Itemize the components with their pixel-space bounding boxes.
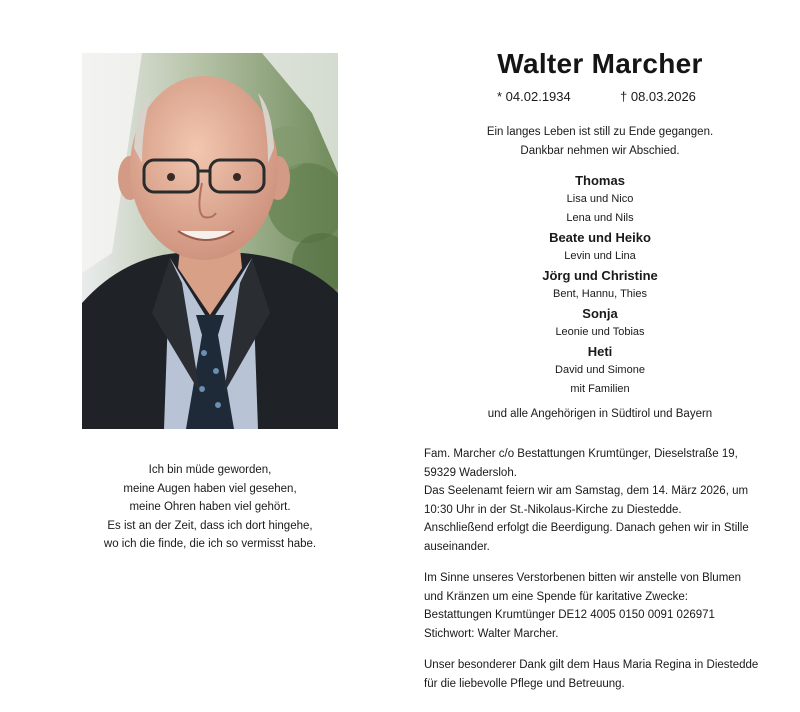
family-member-line: Lisa und Nico — [566, 193, 634, 205]
paragraph-line: 59329 Wadersloh. — [424, 466, 517, 479]
paragraph-line: für die liebevolle Pflege und Betreuung. — [424, 677, 625, 690]
poem — [82, 461, 338, 554]
family-name: Sonja — [582, 306, 618, 321]
paragraph-line: Im Sinne unseres Verstorbenen bitten wir anstelle von Blumen — [424, 572, 742, 584]
poem-line: wo ich die finde, die ich so vermisst habe. — [103, 538, 317, 551]
family-member-line: Leonie und Tobias — [555, 326, 645, 338]
family-name: Jörg und Christine — [542, 268, 658, 283]
poem-line: Ich bin müde geworden, — [148, 464, 272, 476]
paragraph-line: Bestattungen Krumtünger DE12 4005 0150 0091 026971 — [424, 609, 715, 621]
paragraph-line: Stichwort: Walter Marcher. — [424, 627, 559, 640]
paragraph-line: 10:30 Uhr in der St.-Nikolaus-Kirche zu Diestedde. — [424, 503, 682, 516]
poem-line: meine Augen haben viel gesehen, — [123, 482, 297, 495]
paragraph-line: Fam. Marcher c/o Bestattungen Krumtünger, Dieselstraße 19, — [424, 448, 738, 460]
family-list — [400, 171, 800, 399]
address-paragraph — [424, 445, 794, 556]
family-name: Thomas — [575, 173, 625, 188]
family-member-line: Lena und Nils — [566, 212, 634, 224]
family-member-line: mit Familien — [570, 383, 630, 395]
deceased-name: Walter Marcher — [497, 48, 703, 79]
death-date: † 08.03.2026 — [620, 89, 696, 104]
paragraph-line: auseinander. — [424, 540, 490, 553]
relatives-line: und alle Angehörigen in Südtirol und Bayern — [487, 408, 713, 420]
birth-date: * 04.02.1934 — [497, 89, 571, 104]
poem-line: meine Ohren haben viel gehört. — [129, 501, 291, 514]
paragraph-line: Anschließend erfolgt die Beerdigung. Danach gehen wir in Stille — [424, 522, 749, 534]
family-name: Beate und Heiko — [549, 230, 651, 245]
family-member-line: David und Simone — [555, 364, 645, 376]
intro-line: Dankbar nehmen wir Abschied. — [520, 145, 680, 157]
intro-text — [400, 123, 800, 161]
intro-line: Ein langes Leben ist still zu Ende gegangen. — [486, 126, 714, 138]
thanks-paragraph — [424, 656, 794, 693]
paragraph-line: und Kränzen um eine Spende für karitative Zwecke: — [424, 590, 689, 603]
paragraph-line: Unser besonderer Dank gilt dem Haus Maria Regina in Diestedde — [424, 659, 759, 671]
poem-line: Es ist an der Zeit, dass ich dort hingehe, — [107, 519, 313, 532]
family-name: Heti — [587, 344, 613, 359]
portrait-photo — [82, 53, 338, 429]
family-member-line: Levin und Lina — [564, 250, 636, 262]
paragraph-line: Das Seelenamt feiern wir am Samstag, dem 14. März 2026, um — [424, 485, 749, 497]
donation-paragraph — [424, 569, 794, 643]
family-member-line: Bent, Hannu, Thies — [553, 288, 647, 300]
